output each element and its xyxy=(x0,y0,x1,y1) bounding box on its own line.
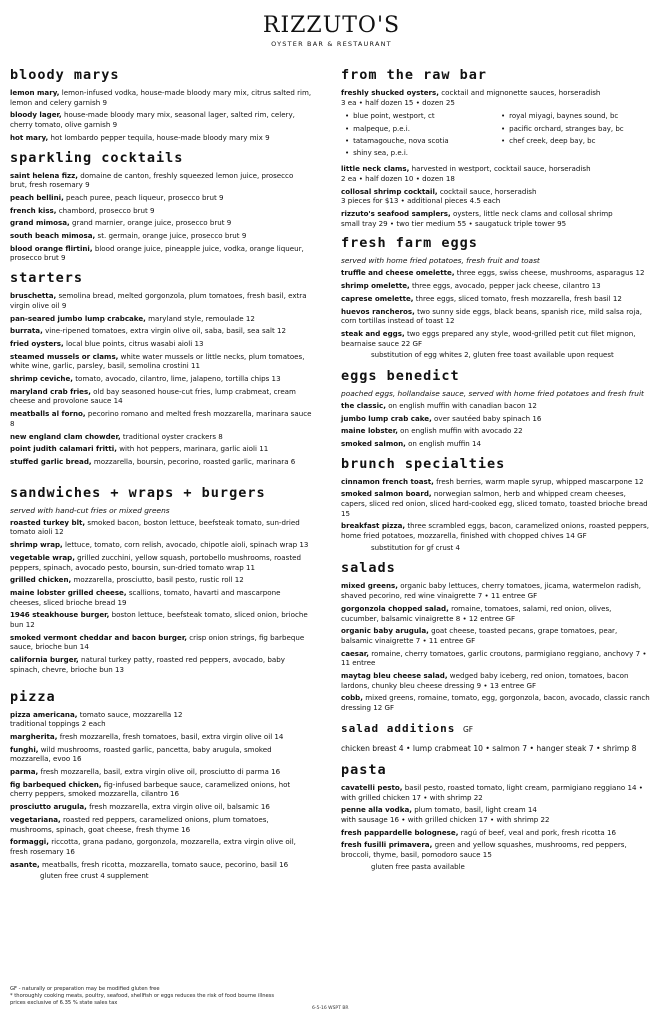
item-desc: organic baby lettuces, cherry tomatoes, jicama, watermelon radish, shaved pecorino, red wine vinaigrette 7 • 11 entree GF xyxy=(341,581,642,601)
item-desc: on english muffin 14 xyxy=(408,438,481,448)
item-desc: mixed greens, romaine, tomato, egg, gorgonzola, bacon, avocado, classic ranch dressing 12 GF xyxy=(341,693,650,713)
item-name: collosal shrimp cocktail, xyxy=(341,186,438,196)
item-name: penne alla vodka, xyxy=(341,805,412,815)
section-title: sandwiches + wraps + burgers xyxy=(10,484,266,501)
menu-item xyxy=(10,432,312,442)
footer-code: 6-5-16 WSPT BR xyxy=(312,1006,349,1011)
item-name: grilled chicken, xyxy=(10,575,72,585)
menu-item xyxy=(341,649,651,668)
item-price: 3 ea • half dozen 15 • dozen 25 xyxy=(341,97,455,107)
item-desc: green and yellow squashes, mushrooms, red peppers, broccoli, thyme, basil, pomodoro sauce 15 xyxy=(341,840,627,860)
menu-item xyxy=(10,206,312,216)
item-desc: three scrambled eggs, bacon, caramelized onions, roasted peppers, home fried potatoes, mozzarella, finished with chopped chives 14 GF xyxy=(341,521,650,541)
section-footnote: substitution of egg whites 2, gluten free toast available upon request xyxy=(371,351,614,360)
menu-item xyxy=(10,633,312,652)
section-title xyxy=(341,720,651,738)
item-desc: crisp onion strings, fig barbeque sauce, brioche bun 14 xyxy=(10,632,305,652)
menu-item xyxy=(341,439,651,449)
item-name: smoked salmon board, xyxy=(341,489,432,499)
menu-section xyxy=(341,456,651,554)
menu-item xyxy=(10,710,312,729)
item-name: new england clam chowder, xyxy=(10,431,121,441)
item-name: fresh fusilli primavera, xyxy=(341,840,433,850)
item-name: stuffed garlic bread, xyxy=(10,456,92,466)
menu-item xyxy=(10,88,312,107)
item-name: california burger, xyxy=(10,655,79,665)
item-name: shrimp wrap, xyxy=(10,540,63,550)
item-name: maytag bleu cheese salad, xyxy=(341,671,448,681)
menu-item xyxy=(341,209,651,228)
menu-item xyxy=(10,837,312,856)
menu-item xyxy=(341,783,651,802)
menu-item xyxy=(10,588,312,607)
item-name: meatballs al forno, xyxy=(10,409,86,419)
section-title: pasta xyxy=(341,761,387,778)
item-name: mixed greens, xyxy=(341,581,398,591)
item-name: steak and eggs, xyxy=(341,328,405,338)
menu-item xyxy=(10,231,312,241)
item-desc: norwegian salmon, herb and whipped cream cheeses, capers, sliced red onion, sliced hard-cooked egg, sliced tomato, toasted brioche bread 15 xyxy=(341,489,648,518)
item-name: 1946 steakhouse burger, xyxy=(10,610,110,620)
section-note: served with home fried potatoes, fresh fruit and toast xyxy=(341,256,540,266)
item-name: pan-seared jumbo lump crabcake, xyxy=(10,313,146,323)
item-name: huevos rancheros, xyxy=(341,306,415,316)
item-desc: with hot peppers, marinara, garlic aioli 11 xyxy=(119,444,269,454)
oyster-variety: • shiny sea, p.e.i. xyxy=(345,147,495,159)
item-desc: lettuce, tomato, corn relish, avocado, chipotle aioli, spinach wrap 13 xyxy=(65,540,309,550)
item-desc: cocktail sauce, horseradish 3 pieces for $13 • additional pieces 4.5 each xyxy=(341,186,537,206)
item-desc: meatballs, fresh ricotta, mozzarella, tomato sauce, pecorino, basil 16 xyxy=(42,859,289,869)
oyster-variety: • chef creek, deep bay, bc xyxy=(501,135,651,147)
item-desc: ragú of beef, veal and pork, fresh ricotta 16 xyxy=(460,827,617,837)
item-name: pizza americana, xyxy=(10,709,78,719)
menu-item xyxy=(341,307,651,326)
section-title: pizza xyxy=(10,688,56,705)
section-title: from the raw bar xyxy=(341,67,488,83)
menu-item xyxy=(10,444,312,454)
menu-item xyxy=(10,387,312,406)
item-name: maine lobster grilled cheese, xyxy=(10,587,127,597)
menu-item xyxy=(10,518,312,537)
oyster-variety: • malpeque, p.e.i. xyxy=(345,123,495,135)
item-desc: old bay seasoned house-cut fries, lump crabmeat, cream cheese and provolone sauce 14 xyxy=(10,386,296,406)
salad-additions-section xyxy=(341,720,651,755)
section-footnote: substitution for gf crust 4 xyxy=(371,543,460,552)
menu-item xyxy=(10,815,312,834)
item-desc: wild mushrooms, roasted garlic, pancetta, baby arugula, smoked mozzarella, evoo 16 xyxy=(10,744,272,764)
item-desc: riccotta, grana padano, gorgonzola, mozzarella, extra virgin olive oil, fresh rosemary 16 xyxy=(10,837,296,856)
menu-item xyxy=(341,626,651,645)
left-menu-column xyxy=(10,64,312,889)
item-desc: three eggs, avocado, pepper jack cheese, cilantro 13 xyxy=(412,281,601,291)
menu-item xyxy=(10,110,312,129)
item-desc: white water mussels or little necks, plum tomatoes, white wine, garlic, parsley, basil, semolina crostini 11 xyxy=(10,351,305,371)
menu-item xyxy=(341,489,651,518)
item-name: grand mimosa, xyxy=(10,218,70,228)
item-desc: traditional oyster crackers 8 xyxy=(122,431,223,441)
right-menu-column xyxy=(341,64,651,879)
item-name: smoked salmon, xyxy=(341,438,406,448)
menu-item xyxy=(341,426,651,436)
gf-badge: GF xyxy=(462,724,474,734)
restaurant-logo xyxy=(0,14,663,48)
section-note: served with hand-cut fries or mixed greens xyxy=(10,505,170,515)
item-desc: smoked bacon, boston lettuce, beefsteak tomato, sun-dried tomato aioli 12 xyxy=(10,517,300,537)
menu-item xyxy=(10,802,312,812)
item-name: burrata, xyxy=(10,326,43,336)
item-name: little neck clams, xyxy=(341,164,410,174)
item-desc: harvested in westport, cocktail sauce, horseradish 2 ea • half dozen 10 • dozen 18 xyxy=(341,164,591,183)
item-desc: boston lettuce, beefsteak tomato, sliced onion, brioche bun 12 xyxy=(10,610,308,630)
item-desc: fresh mozzarella, extra virgin olive oil, balsamic 16 xyxy=(89,802,270,812)
item-desc: vine-ripened tomatoes, extra virgin olive oil, saba, basil, sea salt 12 xyxy=(45,326,287,336)
item-desc: local blue points, citrus wasabi aioli 13 xyxy=(65,338,204,348)
item-desc: maryland style, remoulade 12 xyxy=(148,313,255,323)
item-name: prosciutto arugula, xyxy=(10,802,87,812)
item-desc: fresh mozzarella, fresh tomatoes, basil, extra virgin olive oil 14 xyxy=(59,731,284,741)
item-desc: lemon-infused vodka, house-made bloody mary mix, citrus salted rim, lemon and celery garnish 9 xyxy=(10,88,312,107)
menu-section xyxy=(341,368,651,449)
item-name: freshly shucked oysters, xyxy=(341,88,439,97)
menu-item xyxy=(10,575,312,585)
item-name: truffle and cheese omelette, xyxy=(341,268,455,278)
item-name: shrimp omelette, xyxy=(341,281,410,291)
item-desc: fresh berries, warm maple syrup, whipped mascarpone 12 xyxy=(436,476,644,486)
menu-item xyxy=(341,521,651,540)
item-desc: wedged baby iceberg, red onion, tomatoes, bacon lardons, chunky bleu cheese dressing 9 • 13 entree GF xyxy=(341,671,629,690)
item-desc: hot lombardo pepper tequila, house-made bloody mary mix 9 xyxy=(50,132,270,142)
item-desc: chambord, prosecco brut 9 xyxy=(58,205,155,215)
menu-section xyxy=(10,485,312,675)
item-desc: tomato sauce, mozzarella 12 traditional toppings 2 each xyxy=(10,709,183,729)
item-name: roasted turkey blt, xyxy=(10,517,86,527)
section-title: starters xyxy=(10,270,84,287)
menu-item xyxy=(10,218,312,228)
menu-item xyxy=(10,374,312,384)
item-name: saint helena fizz, xyxy=(10,170,78,180)
item-name: hot mary, xyxy=(10,132,49,142)
menu-item xyxy=(10,291,312,310)
footer-tax-note: prices exclusive of 6.35 % state sales tax xyxy=(10,1000,118,1006)
item-desc: mozzarella, boursin, pecorino, roasted garlic, marinara 6 xyxy=(93,456,296,466)
section-footnote: gluten free crust 4 supplement xyxy=(40,872,149,881)
item-name: lemon mary, xyxy=(10,88,60,97)
menu-item xyxy=(10,860,312,870)
menu-item xyxy=(10,610,312,629)
menu-item xyxy=(10,171,312,190)
menu-section xyxy=(10,689,312,882)
item-desc: on english muffin with canadian bacon 12 xyxy=(388,400,537,410)
menu-item xyxy=(341,581,651,600)
item-desc: grand marnier, orange juice, prosecco brut 9 xyxy=(72,218,232,228)
menu-item xyxy=(10,780,312,799)
item-name: funghi, xyxy=(10,744,39,754)
item-name: parma, xyxy=(10,767,39,777)
menu-item xyxy=(341,88,651,107)
item-desc: three eggs, swiss cheese, mushrooms, asparagus 12 xyxy=(456,268,645,278)
menu-item xyxy=(341,281,651,291)
item-desc: st. germain, orange juice, prosecco brut 9 xyxy=(97,231,247,241)
item-desc: three eggs, sliced tomato, fresh mozzarella, fresh basil 12 xyxy=(415,293,622,303)
menu-item xyxy=(341,477,651,487)
item-name: the classic, xyxy=(341,400,386,410)
item-name: maine lobster, xyxy=(341,426,398,436)
item-desc: tomato, avocado, cilantro, lime, jalapeno, tortilla chips 13 xyxy=(75,374,281,384)
item-desc: pecorino romano and melted fresh mozzarella, marinara sauce 8 xyxy=(10,409,312,428)
item-name: shrimp ceviche, xyxy=(10,374,73,384)
item-name: caprese omelette, xyxy=(341,293,414,303)
item-name: south beach mimosa, xyxy=(10,231,96,241)
item-name: fresh pappardelle bolognese, xyxy=(341,827,459,837)
restaurant-tagline: OYSTER BAR & RESTAURANT xyxy=(271,40,392,48)
section-title: fresh farm eggs xyxy=(341,235,478,252)
item-desc: oysters, little neck clams and collosal shrimp small tray 29 • two tier medium 55 • saugatuck triple tower 95 xyxy=(341,209,613,228)
item-name: steamed mussels or clams, xyxy=(10,351,119,361)
item-name: caesar, xyxy=(341,648,369,658)
item-desc: on english muffin with avocado 22 xyxy=(400,426,523,436)
oyster-variety: • pacific orchard, stranges bay, bc xyxy=(501,123,651,135)
item-desc: domaine de canton, freshly squeezed lemon juice, prosecco brut, fresh rosemary 9 xyxy=(10,170,294,190)
item-name: point judith calamari fritti, xyxy=(10,444,117,454)
item-desc: plum tomato, basil, light cream 14 with sausage 16 • with grilled chicken 17 • with shrimp 22 xyxy=(341,805,550,824)
item-name: bruschetta, xyxy=(10,291,57,301)
item-desc: cocktail and mignonette sauces, horseradish xyxy=(441,88,601,97)
item-desc: basil pesto, roasted tomato, light cream, parmigiano reggiano 14 • with grilled chicken 17 • with shrimp 22 xyxy=(341,782,643,802)
item-desc: grilled zucchini, yellow squash, portobello mushrooms, roasted peppers, spinach, avocado pesto, boursin, sun-dried tomato wrap 11 xyxy=(10,552,301,572)
oyster-variety: • blue point, westport, ct xyxy=(345,110,495,122)
menu-item xyxy=(10,457,312,467)
menu-item xyxy=(10,732,312,742)
oyster-list xyxy=(345,110,651,159)
menu-section xyxy=(10,270,312,467)
section-footnote: gluten free pasta available xyxy=(371,862,465,871)
menu-section xyxy=(341,762,651,872)
restaurant-name: RIZZUTO'S xyxy=(262,13,401,38)
menu-section xyxy=(341,235,651,360)
item-desc: fig-infused barbeque sauce, caramelized onions, hot cherry peppers, smoked mozzarella, cilantro 16 xyxy=(10,779,291,799)
section-title: bloody marys xyxy=(10,67,120,83)
menu-section xyxy=(10,67,312,143)
salad-additions-list: chicken breast 4 • lump crabmeat 10 • salmon 7 • hanger steak 7 • shrimp 8 xyxy=(341,743,637,753)
footer-gf-note: GF - naturally or preparation may be modified gluten free xyxy=(10,986,160,992)
item-name: cobb, xyxy=(341,693,363,703)
menu-item xyxy=(10,352,312,371)
menu-item xyxy=(10,339,312,349)
menu-section xyxy=(10,150,312,264)
item-desc: fresh mozzarella, basil, extra virgin olive oil, prosciutto di parma 16 xyxy=(40,767,281,777)
item-desc: goat cheese, toasted pecans, grape tomatoes, pear, balsamic vinaigrette 7 • 11 entree GF xyxy=(341,626,618,645)
item-name: blood orange flirtini, xyxy=(10,243,93,253)
item-name: gorgonzola chopped salad, xyxy=(341,603,449,613)
item-desc: two eggs prepared any style, wood-grilled petit cut filet mignon, bearnaise sauce 22 GF xyxy=(341,328,636,348)
menu-item xyxy=(10,314,312,324)
item-name: margherita, xyxy=(10,731,58,741)
item-name: asante, xyxy=(10,859,40,869)
item-desc: mozzarella, prosciutto, basil pesto, rustic roll 12 xyxy=(73,575,244,585)
item-name: peach bellini, xyxy=(10,192,64,202)
section-title-text: salad additions xyxy=(341,721,456,735)
oyster-variety: • tatamagouche, nova scotia xyxy=(345,135,495,147)
item-desc: roasted red peppers, caramelized onions, plum tomatoes, mushrooms, spinach, goat cheese, fresh thyme 16 xyxy=(10,814,269,834)
item-name: fig barbequed chicken, xyxy=(10,779,102,789)
menu-item xyxy=(341,805,651,824)
menu-item xyxy=(10,133,312,143)
menu-item xyxy=(341,828,651,838)
item-name: fried oysters, xyxy=(10,338,64,348)
item-name: smoked vermont cheddar and bacon burger, xyxy=(10,632,187,642)
menu-section xyxy=(341,560,651,712)
item-name: cinnamon french toast, xyxy=(341,476,434,486)
menu-item xyxy=(10,540,312,550)
menu-item xyxy=(10,326,312,336)
item-desc: romaine, tomatoes, salami, red onion, olives, cucumber, balsamic vinaigrette 8 • 12 entree GF xyxy=(341,603,612,623)
menu-item xyxy=(10,193,312,203)
menu-item xyxy=(10,409,312,428)
item-desc: over sautéed baby spinach 16 xyxy=(434,413,542,423)
item-desc: blood orange juice, pineapple juice, vodka, orange liqueur, prosecco brut 9 xyxy=(10,243,304,263)
menu-item xyxy=(341,604,651,623)
item-name: organic baby arugula, xyxy=(341,626,429,636)
section-title: brunch specialties xyxy=(341,455,506,472)
item-name: french kiss, xyxy=(10,205,57,215)
item-name: vegetable wrap, xyxy=(10,552,75,562)
oyster-variety: • royal miyagi, baynes sound, bc xyxy=(501,110,651,122)
item-name: breakfast pizza, xyxy=(341,521,406,531)
item-desc: peach puree, peach liqueur, prosecco brut 9 xyxy=(66,192,224,202)
menu-item xyxy=(341,693,651,712)
item-name: vegetariana, xyxy=(10,814,61,824)
item-desc: scallions, tomato, havarti and mascarpone cheeses, sliced brioche bread 19 xyxy=(10,587,281,607)
item-name: bloody lager, xyxy=(10,110,62,120)
menu-item xyxy=(341,294,651,304)
item-name: maryland crab fries, xyxy=(10,386,91,396)
item-name: jumbo lump crab cake, xyxy=(341,413,432,423)
menu-item xyxy=(10,767,312,777)
item-desc: semolina bread, melted gorgonzola, plum tomatoes, fresh basil, extra virgin olive oil 9 xyxy=(10,291,307,310)
item-name: formaggi, xyxy=(10,837,49,847)
raw-bar-section xyxy=(341,67,651,228)
item-name: cavatelli pesto, xyxy=(341,782,403,792)
menu-item xyxy=(341,401,651,411)
menu-item xyxy=(341,840,651,859)
menu-item xyxy=(341,329,651,348)
section-note: poached eggs, hollandaise sauce, served with home fried potatoes and fresh fruit xyxy=(341,388,644,398)
section-title: sparkling cocktails xyxy=(10,149,184,166)
item-desc: two sunny side eggs, black beans, spanish rice, mild salsa roja, corn tortillas instead of toast 12 xyxy=(341,306,642,326)
item-name: rizzuto's seafood samplers, xyxy=(341,209,451,219)
item-desc: natural turkey patty, roasted red peppers, avocado, baby spinach, chevre, brioche bun 13 xyxy=(10,655,285,674)
menu-item xyxy=(341,187,651,206)
item-desc: romaine, cherry tomatoes, garlic croutons, parmigiano reggiano, anchovy 7 • 11 entree xyxy=(341,648,647,668)
menu-item xyxy=(341,164,651,183)
footer-notes xyxy=(10,986,274,1007)
section-title: eggs benedict xyxy=(341,367,460,384)
menu-item xyxy=(10,553,312,572)
menu-item xyxy=(341,671,651,690)
section-title: salads xyxy=(341,560,396,577)
menu-item xyxy=(341,268,651,278)
menu-item xyxy=(10,244,312,263)
menu-item xyxy=(10,745,312,764)
menu-item xyxy=(10,655,312,674)
menu-item xyxy=(341,414,651,424)
footer-health-note: * thoroughly cooking meats, poultry, seafood, shellfish or eggs reduces the risk of food bourne illness xyxy=(10,993,275,999)
item-desc: house-made bloody mary mix, seasonal lager, salted rim, celery, cherry tomato, olive garnish 9 xyxy=(10,110,295,130)
